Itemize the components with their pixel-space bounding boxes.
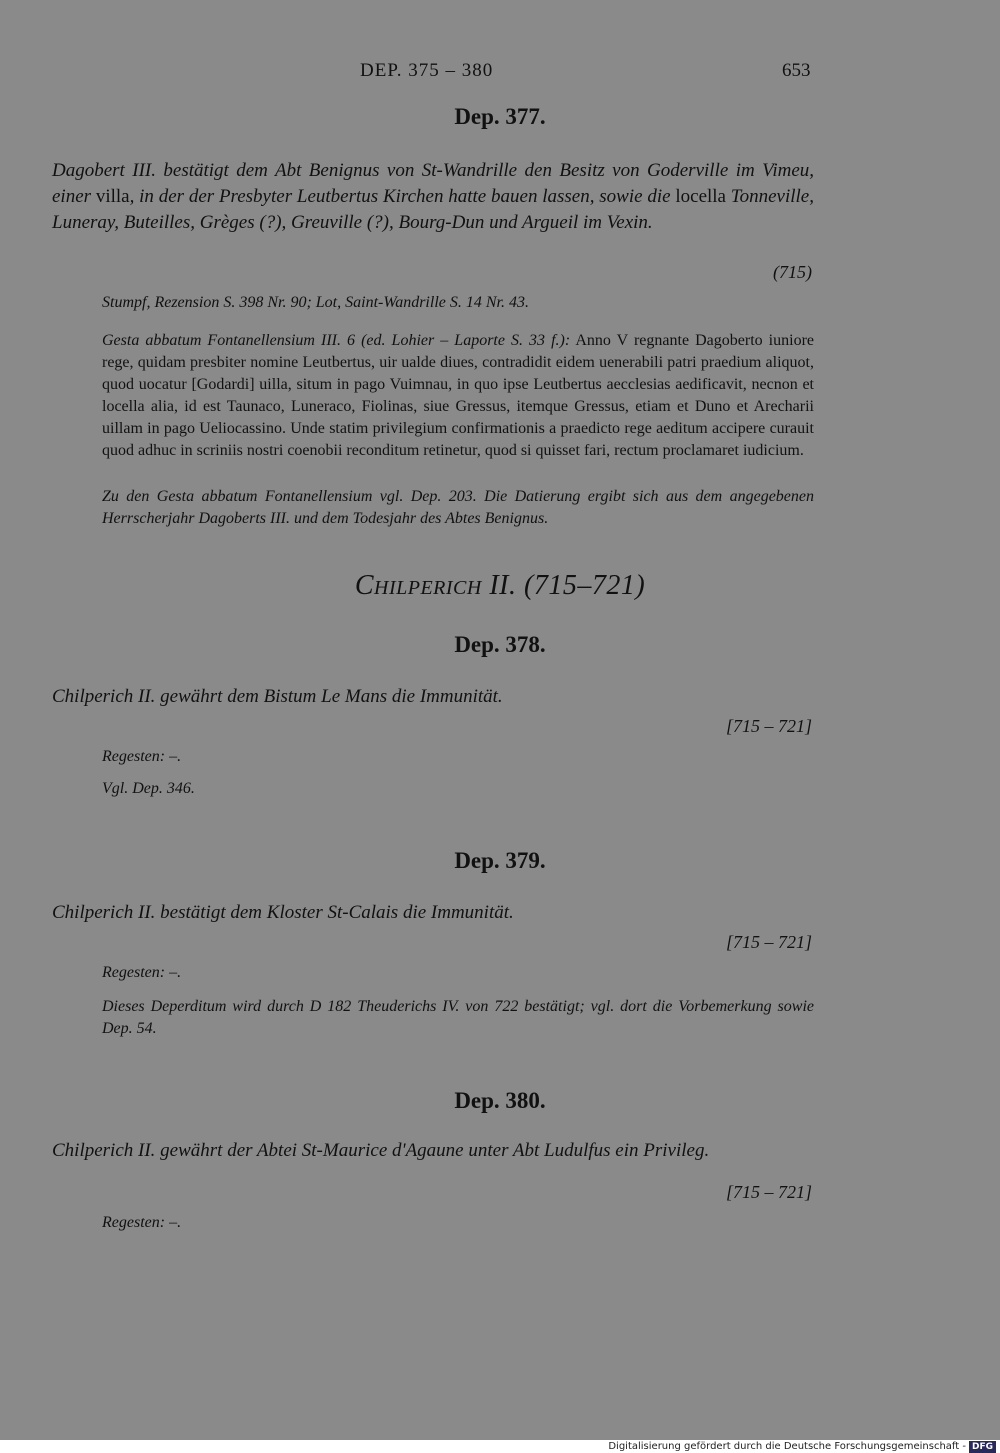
running-head: DEP. 375 – 380 bbox=[360, 60, 494, 81]
dep-378-regest: Chilperich II. gewährt dem Bistum Le Mans die Immunität. bbox=[52, 686, 503, 707]
dep-379-regest: Chilperich II. bestätigt dem Kloster St-Calais die Immunität. bbox=[52, 902, 514, 923]
page-number: 653 bbox=[782, 60, 811, 81]
regest-roman-part: locella bbox=[675, 186, 726, 207]
dep-378-comment: Vgl. Dep. 346. bbox=[102, 780, 195, 797]
regest-italic-part: Dagobert III. bestätigt dem Abt Benignus von St-Wandrille den Besitz von Goderville im Vimeu, einer bbox=[52, 160, 814, 207]
dep-380-regesten: Regesten: –. bbox=[102, 1214, 182, 1231]
dep-378-regesten: Regesten: –. bbox=[102, 748, 182, 765]
dep-378-title: Dep. 378. bbox=[454, 632, 546, 657]
dep-379-title: Dep. 379. bbox=[454, 848, 546, 873]
dep-377-date: (715) bbox=[773, 262, 812, 282]
dep-378-date: [715 – 721] bbox=[725, 716, 812, 736]
source-quotation: Anno V regnante Dagoberto iuniore rege, quidam presbiter nomine Leutbertus, uir ualde diues, contradidit eidem uenerabili patri praedium aliquot, quod uocatur [Godardi] uilla, situm in pago Vuimnau, in quo ipse Leutbertus aecclesias aedificavit, necnon et locella alia, id est Taunaco, Luneraco, Fiolinas, siue Gressus, itemque Gressus, etiam et Duno et Arecharii uillam in pago Ueliocassino. Unde statim privilegium confirmationis a praedicto rege aeditum accipere curauit quod adhuc in scriniis nostri coenobii reconditum retinetur, quod si quisset fari, rectum proclamaret iudicium. bbox=[102, 332, 814, 459]
dep-380-date: [715 – 721] bbox=[725, 1182, 812, 1202]
source-reference: Gesta abbatum Fontanellensium III. 6 (ed. Lohier – Laporte S. 33 f.): bbox=[102, 332, 571, 349]
dep-380-title: Dep. 380. bbox=[454, 1088, 546, 1113]
dep-377-comment: Zu den Gesta abbatum Fontanellensium vgl. Dep. 203. Die Datierung ergibt sich aus dem angegebenen Herrscherjahr Dagoberts III. und dem Todesjahr des Abtes Benignus. bbox=[102, 488, 814, 527]
dep-377-title: Dep. 377. bbox=[454, 104, 546, 129]
regest-roman-part: villa bbox=[95, 186, 130, 207]
section-heading: Chilperich II. (715–721) bbox=[354, 570, 646, 601]
dep-379-regesten: Regesten: –. bbox=[102, 964, 182, 981]
dep-379-date: [715 – 721] bbox=[725, 932, 812, 952]
dfg-logo: DFG bbox=[969, 1441, 996, 1453]
footer-credit: Digitalisierung gefördert durch die Deutsche Forschungsgemeinschaft - bbox=[608, 1441, 966, 1452]
dep-377-literature: Stumpf, Rezension S. 398 Nr. 90; Lot, Saint-Wandrille S. 14 Nr. 43. bbox=[102, 294, 529, 311]
regest-italic-part: , in der der Presbyter Leutbertus Kirchen hatte bauen lassen, sowie die bbox=[129, 186, 676, 207]
footer bbox=[0, 1440, 1000, 1453]
dep-377-source bbox=[102, 330, 814, 462]
dep-377-regest bbox=[52, 158, 814, 236]
dep-380-regest: Chilperich II. gewährt der Abtei St-Maurice d'Agaune unter Abt Ludulfus ein Privileg. bbox=[52, 1140, 710, 1161]
dep-379-comment: Dieses Deperditum wird durch D 182 Theuderichs IV. von 722 bestätigt; vgl. dort die Vorbemerkung sowie Dep. 54. bbox=[102, 998, 814, 1037]
regest-italic-part: Tonneville, Luneray, Buteilles, Grèges (?), Greuville (?), Bourg-Dun und Argueil im Vexin. bbox=[52, 186, 814, 233]
